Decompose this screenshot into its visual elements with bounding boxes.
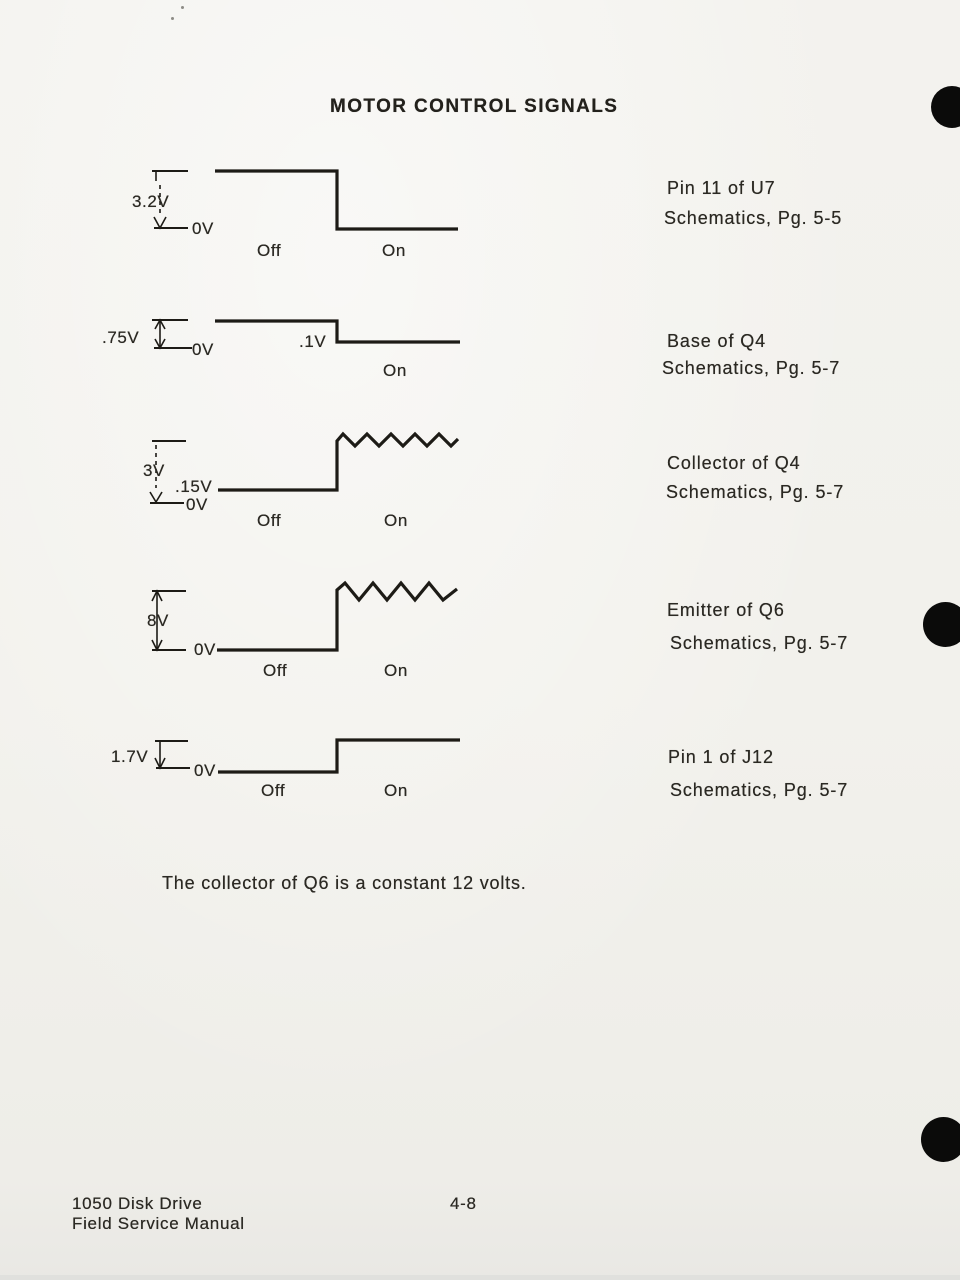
waveform-5-diagram bbox=[140, 730, 470, 785]
page-number: 4-8 bbox=[450, 1194, 477, 1213]
footer-doc-subtitle: Field Service Manual bbox=[72, 1214, 245, 1233]
punch-hole-mark-2 bbox=[923, 602, 960, 647]
waveform-off-label: Off bbox=[257, 511, 282, 530]
waveform-trace bbox=[217, 583, 457, 650]
punch-hole-mark-1 bbox=[931, 86, 960, 128]
waveform-trace bbox=[215, 171, 458, 229]
waveform-amplitude-label: 3V bbox=[143, 461, 165, 480]
waveform-trace bbox=[218, 740, 460, 772]
schematic-reference: Schematics, Pg. 5-7 bbox=[670, 780, 849, 800]
waveform-amplitude-label: 8V bbox=[147, 611, 169, 630]
waveform-amplitude-label: 3.2V bbox=[132, 192, 170, 211]
waveform-zero-label: 0V bbox=[192, 340, 214, 359]
schematic-reference: Schematics, Pg. 5-5 bbox=[664, 208, 843, 228]
waveform-trace bbox=[218, 434, 458, 490]
waveform-off-label: Off bbox=[263, 661, 288, 680]
signal-name: Emitter of Q6 bbox=[667, 600, 785, 620]
waveform-zero-label: 0V bbox=[192, 219, 214, 238]
waveform-4-diagram bbox=[140, 578, 470, 664]
footer-doc-title: 1050 Disk Drive bbox=[72, 1194, 203, 1213]
schematic-reference: Schematics, Pg. 5-7 bbox=[666, 482, 845, 502]
down-arrow-icon bbox=[150, 492, 162, 502]
waveform-low-level-label: .15V bbox=[175, 477, 213, 496]
signal-name: Base of Q4 bbox=[667, 331, 767, 351]
waveform-trace bbox=[215, 321, 460, 342]
page-title: MOTOR CONTROL SIGNALS bbox=[330, 96, 619, 117]
waveform-amplitude-label: 1.7V bbox=[111, 747, 149, 766]
punch-hole-mark-3 bbox=[921, 1117, 960, 1162]
waveform-zero-label: 0V bbox=[194, 640, 216, 659]
waveform-on-label: On bbox=[384, 661, 408, 680]
waveform-off-label: Off bbox=[261, 781, 286, 800]
schematic-reference: Schematics, Pg. 5-7 bbox=[670, 633, 849, 653]
signal-name: Pin 1 of J12 bbox=[668, 747, 774, 767]
waveform-on-label: On bbox=[383, 361, 407, 380]
waveform-on-label: On bbox=[384, 511, 408, 530]
waveform-on-label: On bbox=[384, 781, 408, 800]
down-arrow-icon bbox=[154, 217, 166, 228]
scan-speck bbox=[181, 6, 184, 9]
waveform-zero-label: 0V bbox=[186, 495, 208, 514]
waveform-amplitude-label: .75V bbox=[102, 328, 140, 347]
signal-name: Collector of Q4 bbox=[667, 453, 801, 473]
page-bottom-edge-shadow bbox=[0, 1275, 960, 1280]
waveform-off-label: Off bbox=[257, 241, 282, 260]
scan-speck bbox=[171, 17, 174, 20]
signal-name: Pin 11 of U7 bbox=[667, 178, 776, 198]
waveform-on-label: On bbox=[382, 241, 406, 260]
schematic-reference: Schematics, Pg. 5-7 bbox=[662, 358, 841, 378]
note-text: The collector of Q6 is a constant 12 volts. bbox=[162, 873, 527, 893]
waveform-step-level-label: .1V bbox=[299, 332, 327, 351]
waveform-zero-label: 0V bbox=[194, 761, 216, 780]
waveform-1-diagram bbox=[140, 158, 470, 242]
